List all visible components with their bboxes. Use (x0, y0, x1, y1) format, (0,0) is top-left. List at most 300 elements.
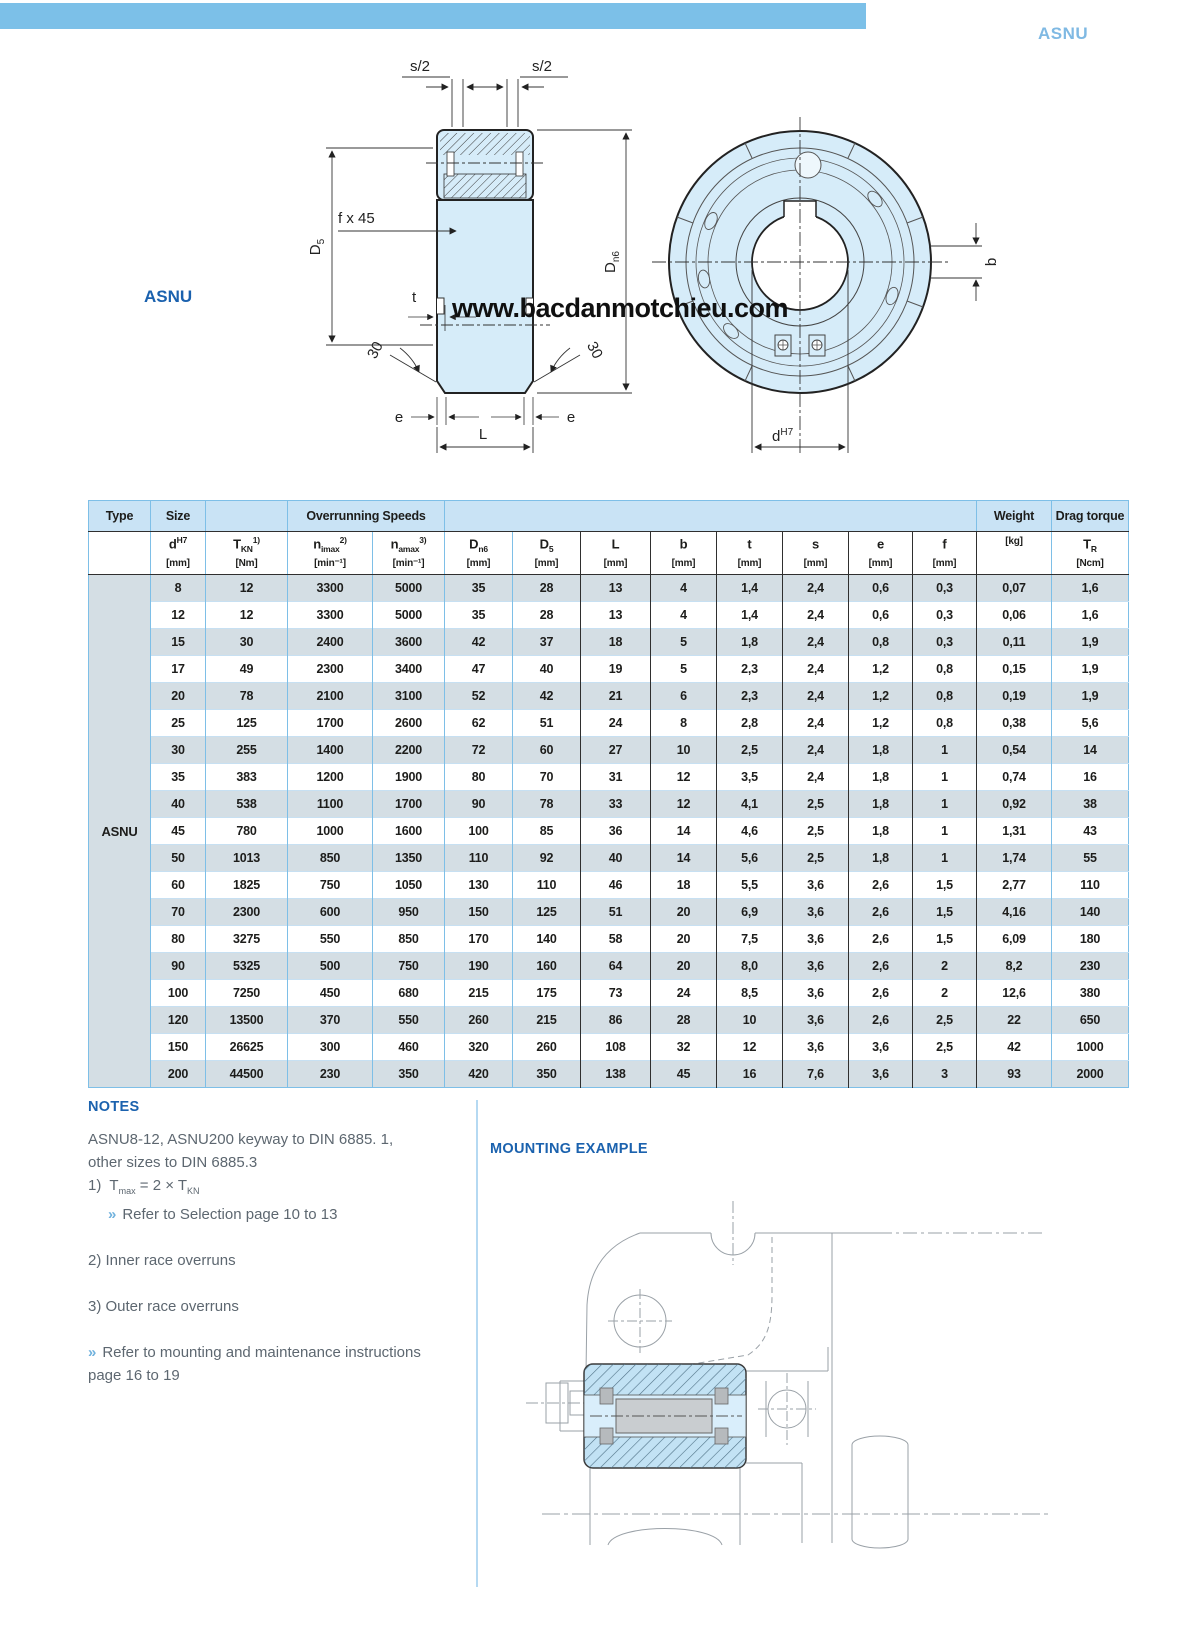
table-cell: 47 (445, 656, 513, 683)
table-cell: 25 (151, 710, 206, 737)
table-cell: 0,19 (977, 683, 1052, 710)
table-cell: 46 (581, 872, 651, 899)
table-cell: 42 (513, 683, 581, 710)
subcol-6: $D_5$ [mm] (513, 532, 581, 575)
table-cell: 2,4 (783, 575, 849, 602)
table-cell: 200 (151, 1061, 206, 1088)
table-cell: 90 (445, 791, 513, 818)
table-cell: 40 (151, 791, 206, 818)
table-cell: 260 (445, 1007, 513, 1034)
ball-bearing (758, 1373, 816, 1445)
dim-label-b: b (983, 257, 1000, 267)
table-row (89, 926, 1129, 953)
drawing-series-label: ASNU (144, 287, 193, 306)
table-row (89, 629, 1129, 656)
table-cell: 24 (651, 980, 717, 1007)
table-cell: 2300 (206, 899, 288, 926)
table-cell: 70 (513, 764, 581, 791)
table-cell: 51 (581, 899, 651, 926)
table-cell: 40 (581, 845, 651, 872)
table-cell: 1,5 (913, 926, 977, 953)
table-cell: 18 (581, 629, 651, 656)
table-cell: 2,3 (717, 656, 783, 683)
table-cell: 1,2 (849, 710, 913, 737)
table-cell: 52 (445, 683, 513, 710)
table-cell: 2,3 (717, 683, 783, 710)
table-cell: 383 (206, 764, 288, 791)
table-row (89, 872, 1129, 899)
table-cell: 20 (151, 683, 206, 710)
table-cell: 1000 (288, 818, 373, 845)
table-cell: 110 (445, 845, 513, 872)
table-cell: 190 (445, 953, 513, 980)
table-cell: 3100 (373, 683, 445, 710)
subcol-10: s [mm] (783, 532, 849, 575)
table-cell: 110 (513, 872, 581, 899)
notes-section (88, 1099, 468, 1387)
table-cell: 1825 (206, 872, 288, 899)
chevron-icon: » (88, 1344, 97, 1361)
note-reference: » Refer to mounting and maintenance instructions (88, 1344, 421, 1361)
table-cell: 3600 (373, 629, 445, 656)
table-cell: 8,2 (977, 953, 1052, 980)
table-cell: 1 (913, 791, 977, 818)
table-cell: 42 (445, 629, 513, 656)
table-cell: 12,6 (977, 980, 1052, 1007)
table-cell: 38 (1052, 791, 1129, 818)
table-cell: 13500 (206, 1007, 288, 1034)
table-cell: 44500 (206, 1061, 288, 1088)
table-cell: 0,74 (977, 764, 1052, 791)
table-cell: 49 (206, 656, 288, 683)
table-cell: 1,8 (849, 818, 913, 845)
table-cell: 14 (651, 845, 717, 872)
subcol-2: $T_{KN}^{1)}$ [Nm] (206, 532, 288, 575)
table-cell: 72 (445, 737, 513, 764)
note-line: ASNU8-12, ASNU200 keyway to DIN 6885. 1, (88, 1131, 394, 1148)
dim-d5 (326, 148, 433, 345)
table-cell: 150 (445, 899, 513, 926)
table-cell: 2,6 (849, 899, 913, 926)
page-series-label: ASNU (1038, 24, 1089, 43)
table-cell: 42 (977, 1034, 1052, 1061)
table-cell: 12 (717, 1034, 783, 1061)
table-row (89, 1034, 1129, 1061)
table-cell: 33 (581, 791, 651, 818)
note-reference: » Refer to Selection page 10 to 13 (108, 1206, 338, 1223)
table-cell: 125 (513, 899, 581, 926)
table-cell: 0,54 (977, 737, 1052, 764)
table-cell: 1,4 (717, 602, 783, 629)
table-cell: 2,5 (783, 818, 849, 845)
table-cell: 380 (1052, 980, 1129, 1007)
table-cell: 170 (445, 926, 513, 953)
table-cell: 0,8 (849, 629, 913, 656)
col-header-weight: Weight (977, 501, 1052, 532)
table-cell: 2000 (1052, 1061, 1129, 1088)
spec-table (88, 500, 1129, 1088)
table-cell: 230 (288, 1061, 373, 1088)
table-cell: 1,6 (1052, 575, 1129, 602)
table-row (89, 1007, 1129, 1034)
col-header-overrunning: Overrunning Speeds (288, 501, 445, 532)
table-cell: 350 (373, 1061, 445, 1088)
table-cell: 14 (651, 818, 717, 845)
dim-label-L: L (478, 426, 488, 443)
table-cell: 320 (445, 1034, 513, 1061)
table-cell: 3,6 (783, 953, 849, 980)
table-cell: 45 (151, 818, 206, 845)
table-cell: 3,6 (783, 899, 849, 926)
table-cell: 5 (651, 629, 717, 656)
table-row (89, 791, 1129, 818)
dim-label-30-left: 30 (364, 338, 387, 362)
table-cell: 18 (651, 872, 717, 899)
table-cell: 1,9 (1052, 683, 1129, 710)
table-cell: 1,9 (1052, 629, 1129, 656)
table-cell: 55 (1052, 845, 1129, 872)
table-cell: 350 (513, 1061, 581, 1088)
table-cell: 3 (913, 1061, 977, 1088)
table-row (89, 953, 1129, 980)
chevron-icon: » (108, 1206, 117, 1223)
table-cell: 70 (151, 899, 206, 926)
table-cell: 2,4 (783, 737, 849, 764)
table-cell: 1,5 (913, 872, 977, 899)
table-cell: 22 (977, 1007, 1052, 1034)
table-cell: 2200 (373, 737, 445, 764)
table-cell: 5000 (373, 575, 445, 602)
table-cell: 255 (206, 737, 288, 764)
table-cell: 64 (581, 953, 651, 980)
table-cell: 180 (1052, 926, 1129, 953)
table-cell: 110 (1052, 872, 1129, 899)
table-cell: 1,5 (913, 899, 977, 926)
table-cell: 538 (206, 791, 288, 818)
table-cell: 0,8 (913, 683, 977, 710)
table-cell: 2100 (288, 683, 373, 710)
table-cell: 1013 (206, 845, 288, 872)
table-row (89, 899, 1129, 926)
table-cell: 13 (581, 602, 651, 629)
table-cell: 24 (581, 710, 651, 737)
table-cell: 1350 (373, 845, 445, 872)
note-line: 2) Inner race overruns (88, 1252, 236, 1269)
table-cell: 4,1 (717, 791, 783, 818)
table-cell: 750 (373, 953, 445, 980)
table-cell: 0,06 (977, 602, 1052, 629)
table-cell: 35 (445, 602, 513, 629)
table-cell: 2,6 (849, 953, 913, 980)
table-row (89, 656, 1129, 683)
table-row (89, 737, 1129, 764)
table-cell: 35 (445, 575, 513, 602)
note-line: 3) Outer race overruns (88, 1298, 239, 1315)
table-cell: 230 (1052, 953, 1129, 980)
notes-heading: NOTES (88, 1099, 140, 1115)
table-cell: 550 (288, 926, 373, 953)
table-cell: 0,3 (913, 575, 977, 602)
table-cell: 5,6 (717, 845, 783, 872)
table-cell: 460 (373, 1034, 445, 1061)
table-cell: 125 (206, 710, 288, 737)
table-cell: 45 (651, 1061, 717, 1088)
subcol-4: $n_{amax}^{3)}$ [min⁻¹] (373, 532, 445, 575)
table-cell: 3,6 (783, 1034, 849, 1061)
dim-label-t: t (412, 289, 417, 306)
table-cell: 950 (373, 899, 445, 926)
table-cell: 19 (581, 656, 651, 683)
table-cell: 1050 (373, 872, 445, 899)
table-cell: 8 (651, 710, 717, 737)
table-cell: 36 (581, 818, 651, 845)
table-cell: 0,3 (913, 629, 977, 656)
table-cell: 1,2 (849, 656, 913, 683)
table-cell: 3,5 (717, 764, 783, 791)
table-cell: 1,2 (849, 683, 913, 710)
table-cell: 73 (581, 980, 651, 1007)
table-row (89, 602, 1129, 629)
table-cell: 420 (445, 1061, 513, 1088)
table-cell: 3,6 (783, 926, 849, 953)
table-cell: 12 (651, 764, 717, 791)
table-cell: 108 (581, 1034, 651, 1061)
table-cell: 160 (513, 953, 581, 980)
col-header-dims (445, 501, 977, 532)
table-cell: 2,8 (717, 710, 783, 737)
table-cell: 7,6 (783, 1061, 849, 1088)
table-cell: 1000 (1052, 1034, 1129, 1061)
table-cell: 5325 (206, 953, 288, 980)
table-cell: 1,8 (849, 791, 913, 818)
table-cell: 7250 (206, 980, 288, 1007)
table-cell: 62 (445, 710, 513, 737)
table-cell: 2,6 (849, 926, 913, 953)
subcol-12: f [mm] (913, 532, 977, 575)
table-cell: 1 (913, 764, 977, 791)
watermark-text: www.bacdanmotchieu.com (452, 293, 789, 323)
table-cell: 93 (977, 1061, 1052, 1088)
table-cell: 300 (288, 1034, 373, 1061)
dim-e (411, 397, 559, 425)
freewheel-cross-section (584, 1364, 746, 1468)
table-cell: 2,5 (913, 1034, 977, 1061)
table-cell: 2,6 (849, 1007, 913, 1034)
table-cell: 850 (373, 926, 445, 953)
table-cell: 4,16 (977, 899, 1052, 926)
table-cell: 31 (581, 764, 651, 791)
table-cell: 1200 (288, 764, 373, 791)
subcol-13: [kg] (977, 532, 1052, 575)
table-cell: 140 (513, 926, 581, 953)
table-cell: 26625 (206, 1034, 288, 1061)
subcol-3: $n_{imax}^{2)}$ [min⁻¹] (288, 532, 373, 575)
table-cell: 0,38 (977, 710, 1052, 737)
table-cell: 12 (206, 575, 288, 602)
table-cell: 1700 (373, 791, 445, 818)
table-cell: 138 (581, 1061, 651, 1088)
table-cell: 78 (206, 683, 288, 710)
mounting-example-svg (490, 1125, 1090, 1585)
table-cell: 2,5 (783, 845, 849, 872)
table-cell: 8 (151, 575, 206, 602)
table-cell: 3,6 (783, 1007, 849, 1034)
subcol-14: $T_R$ [Ncm] (1052, 532, 1129, 575)
table-cell: 370 (288, 1007, 373, 1034)
table-cell: 3,6 (783, 872, 849, 899)
technical-drawing-section (0, 55, 1197, 495)
table-cell: 8,5 (717, 980, 783, 1007)
table-cell: 20 (651, 926, 717, 953)
table-cell: 1,6 (1052, 602, 1129, 629)
table-cell: 5000 (373, 602, 445, 629)
table-cell: 2,4 (783, 656, 849, 683)
table-cell: 2600 (373, 710, 445, 737)
dim-label-s2-left: s/2 (409, 58, 431, 75)
table-cell: 680 (373, 980, 445, 1007)
table-cell: 1 (913, 818, 977, 845)
table-cell: 43 (1052, 818, 1129, 845)
section-divider (476, 1100, 478, 1587)
table-cell: 1,8 (717, 629, 783, 656)
table-cell: 0,15 (977, 656, 1052, 683)
dim-label-d5: $D_5$ (307, 238, 327, 256)
table-cell: 3,6 (849, 1034, 913, 1061)
table-cell: 1,8 (849, 845, 913, 872)
table-cell: 0,11 (977, 629, 1052, 656)
table-row (89, 980, 1129, 1007)
table-row (89, 575, 1129, 602)
freewheel-drawing-svg (280, 55, 1000, 465)
table-cell: 1,8 (849, 764, 913, 791)
table-cell: 2,4 (783, 710, 849, 737)
subcol-7: L [mm] (581, 532, 651, 575)
table-cell: 6,9 (717, 899, 783, 926)
table-cell: 2300 (288, 656, 373, 683)
note-line: other sizes to DIN 6885.3 (88, 1154, 258, 1171)
table-row (89, 710, 1129, 737)
col-header-blank (206, 501, 288, 532)
section-view (420, 130, 550, 393)
table-cell: 3300 (288, 575, 373, 602)
table-cell: 16 (717, 1061, 783, 1088)
table-cell: 2,5 (717, 737, 783, 764)
table-cell: 2,4 (783, 602, 849, 629)
col-header-size: Size (151, 501, 206, 532)
table-row (89, 1061, 1129, 1088)
table-cell: 90 (151, 953, 206, 980)
table-cell: 80 (151, 926, 206, 953)
table-body (89, 575, 1129, 1088)
table-cell: 10 (717, 1007, 783, 1034)
col-header-drag: Drag torque (1052, 501, 1129, 532)
table-cell: 60 (151, 872, 206, 899)
table-cell: 4 (651, 602, 717, 629)
table-cell: 2400 (288, 629, 373, 656)
note-formula: 1) $T_{max} = 2 \times T_{KN}$ (88, 1177, 200, 1196)
subcol-1: $d^{H7}$ [mm] (151, 532, 206, 575)
dim-label-e-right: e (566, 409, 576, 426)
table-cell: 1,4 (717, 575, 783, 602)
table-cell: 80 (445, 764, 513, 791)
table-cell: 1600 (373, 818, 445, 845)
dim-label-dh7: $d^{H7}$ (772, 427, 794, 445)
table-cell: 0,8 (913, 656, 977, 683)
table-row (89, 818, 1129, 845)
table-cell: 28 (513, 575, 581, 602)
table-cell: 1 (913, 737, 977, 764)
dim-label-f45: f x 45 (338, 210, 375, 227)
table-cell: 600 (288, 899, 373, 926)
table-cell: 0,3 (913, 602, 977, 629)
table-cell: 6 (651, 683, 717, 710)
table-cell: 175 (513, 980, 581, 1007)
table-row (89, 845, 1129, 872)
table-cell: 3400 (373, 656, 445, 683)
table-cell: 2,77 (977, 872, 1052, 899)
dim-label-30-right: 30 (583, 338, 606, 362)
table-cell: 750 (288, 872, 373, 899)
table-row (89, 683, 1129, 710)
table-cell: 0,6 (849, 575, 913, 602)
table-cell: 260 (513, 1034, 581, 1061)
table-cell: 27 (581, 737, 651, 764)
table-cell: 1,9 (1052, 656, 1129, 683)
table-cell: 28 (651, 1007, 717, 1034)
table-cell: 1400 (288, 737, 373, 764)
table-cell: 30 (206, 629, 288, 656)
table-cell: 2,6 (849, 980, 913, 1007)
table-cell: 85 (513, 818, 581, 845)
table-cell: 3300 (288, 602, 373, 629)
table-cell: 13 (581, 575, 651, 602)
table-cell: 850 (288, 845, 373, 872)
table-cell: 780 (206, 818, 288, 845)
table-cell: 2,5 (783, 791, 849, 818)
front-view (652, 117, 948, 455)
table-cell: 3,6 (849, 1061, 913, 1088)
table-cell: 32 (651, 1034, 717, 1061)
table-cell: 5,5 (717, 872, 783, 899)
table-cell: 50 (151, 845, 206, 872)
table-cell: 1 (913, 845, 977, 872)
table-cell: 215 (513, 1007, 581, 1034)
table-cell: 28 (513, 602, 581, 629)
table-cell: 78 (513, 791, 581, 818)
table-cell: 7,5 (717, 926, 783, 953)
table-cell: 20 (651, 953, 717, 980)
table-cell: 15 (151, 629, 206, 656)
table-cell: 0,6 (849, 602, 913, 629)
table-cell: 2 (913, 980, 977, 1007)
table-cell: 14 (1052, 737, 1129, 764)
table-cell: 500 (288, 953, 373, 980)
dim-label-dn6: $D_{n6}$ (602, 251, 622, 273)
table-cell: 0,92 (977, 791, 1052, 818)
table-cell: 0,07 (977, 575, 1052, 602)
table-cell: 100 (151, 980, 206, 1007)
table-cell: 1100 (288, 791, 373, 818)
subcol-5: $D_{n6}$ [mm] (445, 532, 513, 575)
table-cell: 12 (651, 791, 717, 818)
mounting-heading: MOUNTING EXAMPLE (490, 1141, 648, 1157)
table-cell: 650 (1052, 1007, 1129, 1034)
table-cell: 51 (513, 710, 581, 737)
table-cell: 12 (151, 602, 206, 629)
table-header-row (89, 501, 1129, 532)
table-cell: 100 (445, 818, 513, 845)
table-cell: 1,74 (977, 845, 1052, 872)
